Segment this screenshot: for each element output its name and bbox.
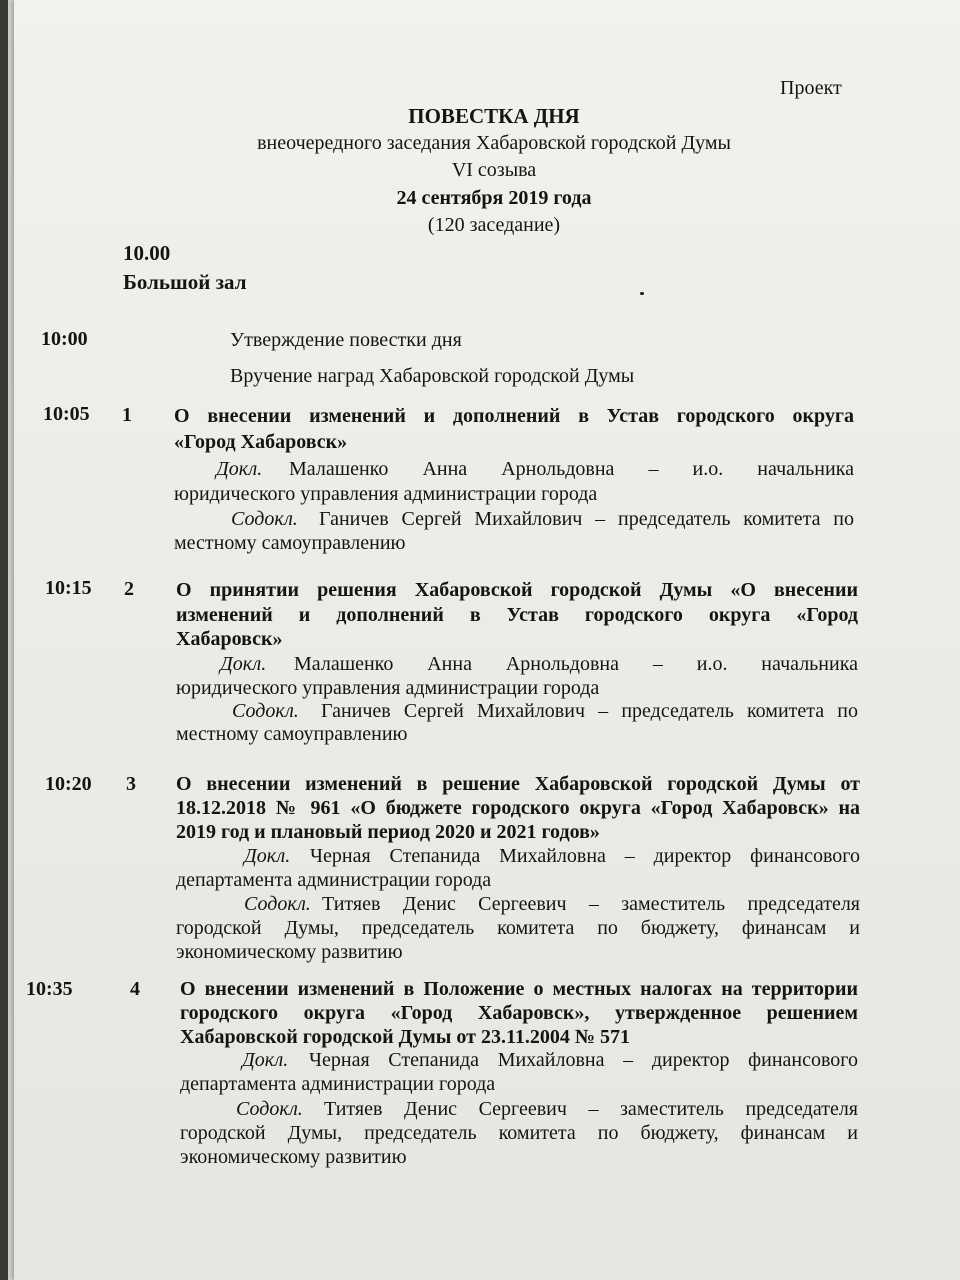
co-speaker-line: городской Думы, председатель комитета по бюджету, финансам и — [176, 917, 860, 939]
co-speaker-role: Содокл. — [236, 1098, 303, 1120]
speaker-role: Докл. — [220, 653, 267, 675]
co-speaker-role: Содокл. — [231, 508, 298, 530]
item-title-line: «Город Хабаровск» — [174, 431, 348, 453]
venue: Большой зал — [123, 270, 247, 294]
item-number: 3 — [126, 773, 136, 795]
draft-label: Проект — [780, 77, 842, 99]
co-speaker-role: Содокл. — [244, 893, 311, 915]
speaker-line: Малашенко Анна Арнольдовна – и.о. начальника — [294, 653, 858, 675]
page-title: ПОВЕСТКА ДНЯ — [408, 104, 580, 128]
speaker-line: департамента администрации города — [180, 1073, 496, 1095]
co-speaker-line: городской Думы, председатель комитета по бюджету, финансам и — [180, 1122, 858, 1144]
opening-time: 10:00 — [41, 328, 88, 350]
co-speaker-line: Ганичев Сергей Михайлович – председатель комитета по — [319, 508, 854, 530]
speaker-line: Черная Степанида Михайловна – директор финансового — [310, 845, 860, 867]
opening-item: Вручение наград Хабаровской городской Думы — [230, 365, 635, 387]
item-title-line: 18.12.2018 № 961 «О бюджете городского округа «Город Хабаровск» на — [176, 797, 860, 819]
co-speaker-line: Титяев Денис Сергеевич – заместитель председателя — [324, 1098, 858, 1120]
item-title-line: Хабаровской городской Думы от 23.11.2004 № 571 — [180, 1026, 630, 1048]
speaker-line: департамента администрации города — [176, 869, 492, 891]
speaker-line: Малашенко Анна Арнольдовна – и.о. начальника — [289, 458, 854, 480]
item-number: 4 — [130, 978, 140, 1000]
speaker-line: юридического управления администрации города — [174, 483, 598, 505]
meeting-date: 24 сентября 2019 года — [396, 187, 592, 209]
speaker-role: Докл. — [216, 458, 263, 480]
co-speaker-line: местному самоуправлению — [176, 723, 408, 745]
item-time: 10:35 — [26, 978, 73, 1000]
item-title-line: О внесении изменений и дополнений в Устав городского округа — [174, 405, 854, 427]
session-number: (120 заседание) — [427, 214, 561, 236]
agenda-sheet — [14, 0, 960, 1280]
item-time: 10:05 — [43, 403, 90, 425]
speaker-line: юридического управления администрации города — [176, 677, 600, 699]
item-title-line: городского округа «Город Хабаровск», утвержденное решением — [180, 1002, 858, 1024]
co-speaker-line: Ганичев Сергей Михайлович – председатель комитета по — [321, 700, 858, 722]
opening-item: Утверждение повестки дня — [230, 329, 462, 351]
item-title-line: О принятии решения Хабаровской городской Думы «О внесении — [176, 579, 858, 601]
meeting-subtitle: внеочередного заседания Хабаровской городской Думы — [257, 132, 731, 154]
co-speaker-role: Содокл. — [232, 700, 299, 722]
co-speaker-line: Титяев Денис Сергеевич – заместитель председателя — [322, 893, 860, 915]
item-title-line: 2019 год и плановый период 2020 и 2021 годов» — [176, 821, 600, 843]
speaker-line: Черная Степанида Михайловна – директор финансового — [309, 1049, 858, 1071]
item-number: 2 — [124, 578, 134, 600]
item-title-line: изменений и дополнений в Устав городского округа «Город — [176, 604, 858, 626]
start-time: 10.00 — [123, 241, 171, 265]
item-title-line: О внесении изменений в решение Хабаровской городской Думы от — [176, 773, 860, 795]
item-title-line: Хабаровск» — [176, 628, 283, 650]
item-title-line: О внесении изменений в Положение о местных налогах на территории — [180, 978, 858, 1000]
item-number: 1 — [122, 404, 132, 426]
speaker-role: Докл. — [244, 845, 291, 867]
ink-speck — [640, 292, 644, 295]
convocation: VI созыва — [451, 159, 537, 181]
speaker-role: Докл. — [242, 1049, 289, 1071]
item-time: 10:20 — [45, 773, 92, 795]
co-speaker-line: местному самоуправлению — [174, 532, 406, 554]
co-speaker-line: экономическому развитию — [180, 1146, 407, 1168]
co-speaker-line: экономическому развитию — [176, 941, 403, 963]
item-time: 10:15 — [45, 577, 92, 599]
